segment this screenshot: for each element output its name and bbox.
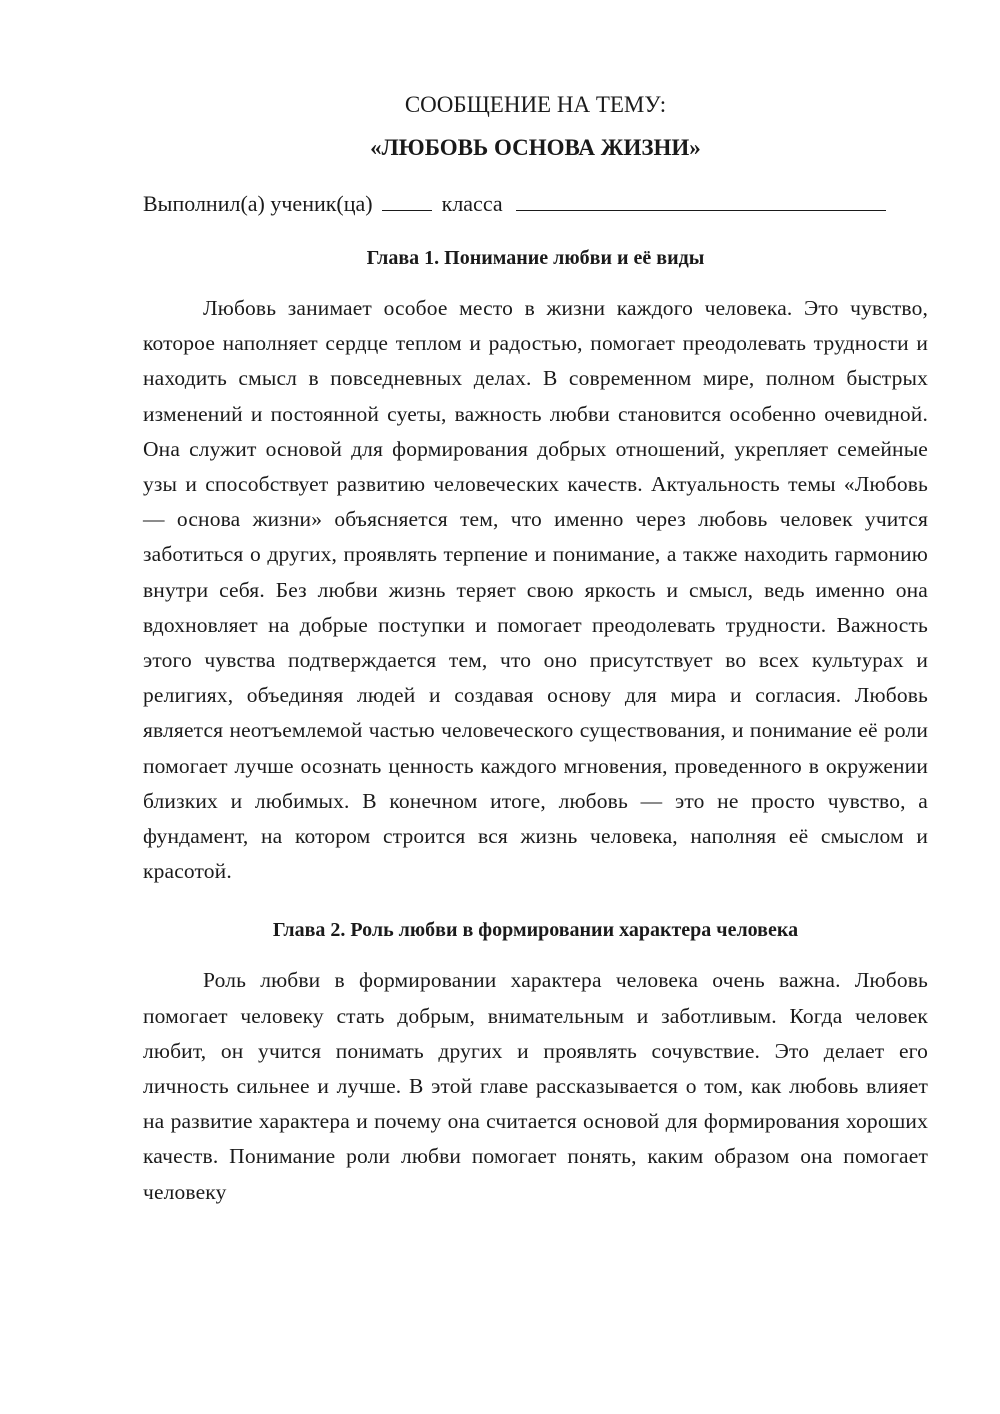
- class-label: класса: [441, 191, 503, 216]
- chapter-1-heading: Глава 1. Понимание любви и её виды: [366, 247, 705, 269]
- chapter-2-paragraph: Роль любви в формировании характера человека очень важна. Любовь помогает человеку стать добрым, внимательным и заботливым. Когда человек любит, он учится понимать других и проявлять сочувствие. Это делает его личность сильнее и лучше. В этой главе рассказывается о том, как любовь влияет на развитие характера и почему она считается основой для формирования хороших качеств. Понимание роли любви помогает понять, каким образом она помогает человеку: [143, 968, 928, 1204]
- class-number-blank: [382, 190, 432, 211]
- document-title: СООБЩЕНИЕ НА ТЕМУ:: [404, 92, 667, 117]
- author-prefix: Выполнил(а) ученик(ца): [143, 191, 373, 216]
- document-subtitle: «ЛЮБОВЬ ОСНОВА ЖИЗНИ»: [370, 135, 701, 160]
- chapter-2-heading: Глава 2. Роль любви в формировании характера человека: [272, 919, 799, 942]
- author-line: [143, 189, 928, 219]
- document-page: [143, 90, 928, 1210]
- chapter-1-paragraph: Любовь занимает особое место в жизни каждого человека. Это чувство, которое наполняет сердце теплом и радостью, помогает преодолевать трудности и находить смысл в повседневных делах. В современном мире, полном быстрых изменений и постоянной суеты, важность любви становится особенно очевидной. Она служит основой для формирования добрых отношений, укрепляет семейные узы и способствует развитию человеческих качеств. Актуальность темы «Любовь — основа жизни» объясняется тем, что именно через любовь человек учится заботиться о других, проявлять терпение и понимание, а также находить гармонию внутри себя. Без любви жизнь теряет свою яркость и смысл, ведь именно она вдохновляет на добрые поступки и помогает преодолевать трудности. Важность этого чувства подтверждается тем, что оно присутствует во всех культурах и религиях, объединяя людей и создавая основу для мира и согласия. Любовь является неотъемлемой частью человеческого существования, и понимание её роли помогает лучше осознать ценность каждого мгновения, проведенного в окружении близких и любимых. В конечном итоге, любовь — это не просто чувство, а фундамент, на котором строится вся жизнь человека, наполняя её смыслом и красотой.: [143, 296, 928, 884]
- student-name-blank: [516, 190, 886, 211]
